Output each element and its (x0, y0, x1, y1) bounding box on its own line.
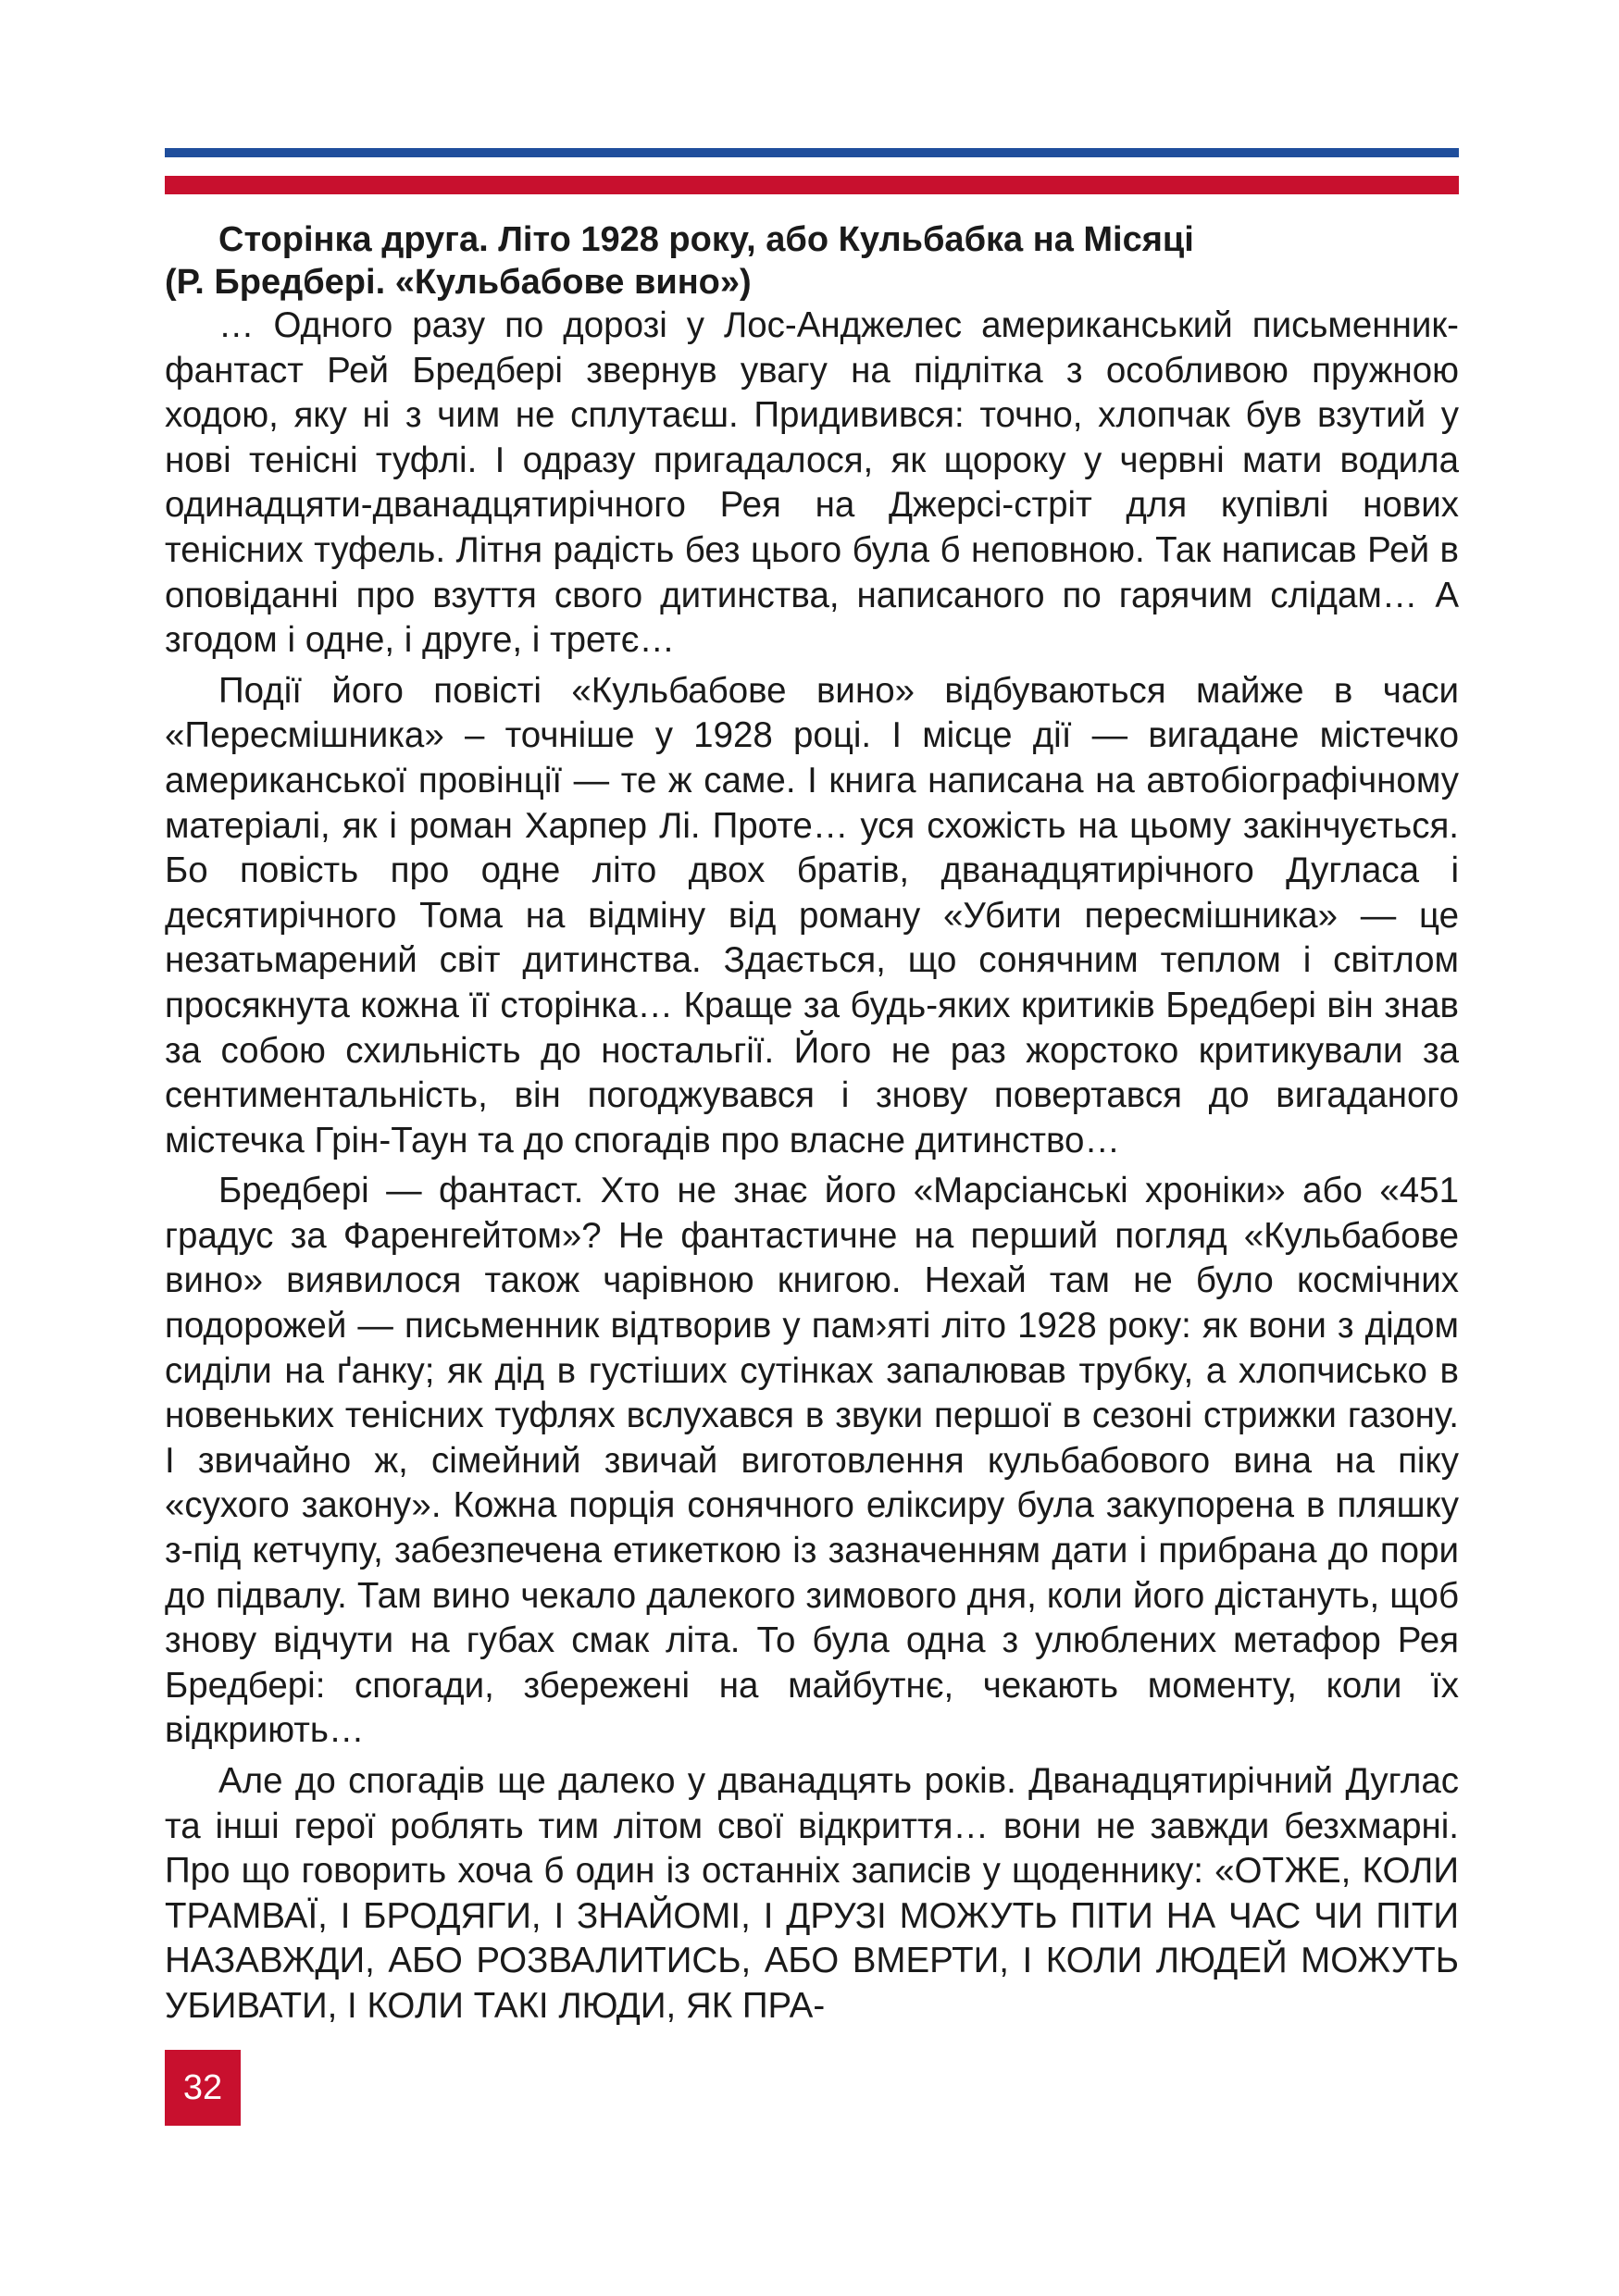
header-red-rule (165, 176, 1459, 194)
paragraph-3: Бредбері — фантаст. Хто не знає його «Марсіанські хроніки» або «451 градус за Фаренгейтом»? Не фантастичне на перший погляд «Кульбабове вино» виявилося також чарівною книгою. Нехай там не було космічних подорожей — письменник відтворив у пам›яті літо 1928 року: як вони з дідом сиділи на ґанку; як дід в густіших сутінках запалював трубку, а хлопчисько в новеньких тенісних туфлях вслухався в звуки першої в сезоні стрижки газону. І звичайно ж, сімейний звичай виготовлення кульбабового вина на піку «сухого закону». Кожна порція сонячного еліксиру була закупорена в пляшку з-під кетчупу, забезпечена етикеткою із зазначенням дати і прибрана до пори до підвалу. Там вино чекало далекого зимового дня, коли його дістануть, щоб знову відчути на губах смак літа. То була одна з улюблених метафор Рея Бредбері: спогади, збережені на майбутнє, чекають моменту, коли їх відкриють… (165, 1171, 1459, 1751)
section-heading-line2: (Р. Бредбері. «Кульбабове вино») (165, 263, 752, 302)
paragraph-1: … Одного разу по дорозі у Лос-Анджелес американський письменник-фантаст Рей Бредбері звернув увагу на підлітка з особливою пружною ходою, яку ні з чим не сплутаєш. Придивився: точно, хлопчак був взутий у нові тенісні туфлі. І одразу пригадалося, як щороку у червні мати водила одинадцяти-дванадцятирічного Рея на Джерсі-стріт для купівлі нових тенісних туфель. Літня радість без цього була б неповною. Так написав Рей в оповіданні про взуття свого дитинства, написаного по гарячим слідам… А згодом і одне, і друге, і третє… (165, 305, 1459, 661)
paragraph-2: Події його повісті «Кульбабове вино» відбуваються майже в часи «Пересмішника» – точніше у 1928 році. І місце дії — вигадане містечко американської провінції — те ж саме. І книга написана на автобіографічному матеріалі, як і роман Харпер Лі. Проте… уся схожість на цьому закінчується. Бо повість про одне літо двох братів, дванадцятирічного Дугласа і десятирічного Тома на відміну від роману «Убити пересмішника» — це незатьмарений світ дитинства. Здається, що сонячним теплом і світлом просякнута кожна її сторінка… Краще за будь-яких критиків Бредбері він знав за собою схильність до ностальгії. Його не раз жорстоко критикували за сентиментальність, він погоджувався і знову повертався до вигаданого містечка Грін-Таун та до спогадів про власне дитинство… (165, 670, 1459, 1160)
paragraph-4: Але до спогадів ще далеко у дванадцять років. Дванадцятирічний Дуглас та інші герої роблять тим літом свої відкриття… вони не завжди безхмарні. Про що говорить хоча б один із останніх записів у щоденнику: «ОТЖЕ, КОЛИ ТРАМВАЇ, І БРОДЯГИ, І ЗНАЙОМІ, І ДРУЗІ МОЖУТЬ ПІТИ НА ЧАС ЧИ ПІТИ НАЗАВЖДИ, АБО РОЗВАЛИТИСЬ, АБО ВМЕРТИ, І КОЛИ ЛЮДЕЙ МОЖУТЬ УБИВАТИ, І КОЛИ ТАКІ ЛЮДИ, ЯК ПРА- (165, 1761, 1459, 2026)
section-heading (165, 218, 1459, 304)
header-blue-rule (165, 148, 1459, 157)
page-number-badge: 32 (165, 2050, 241, 2126)
page-body (165, 218, 1459, 2029)
section-heading-line1: Сторінка друга. Літо 1928 року, або Кульбабка на Місяці (218, 220, 1194, 259)
